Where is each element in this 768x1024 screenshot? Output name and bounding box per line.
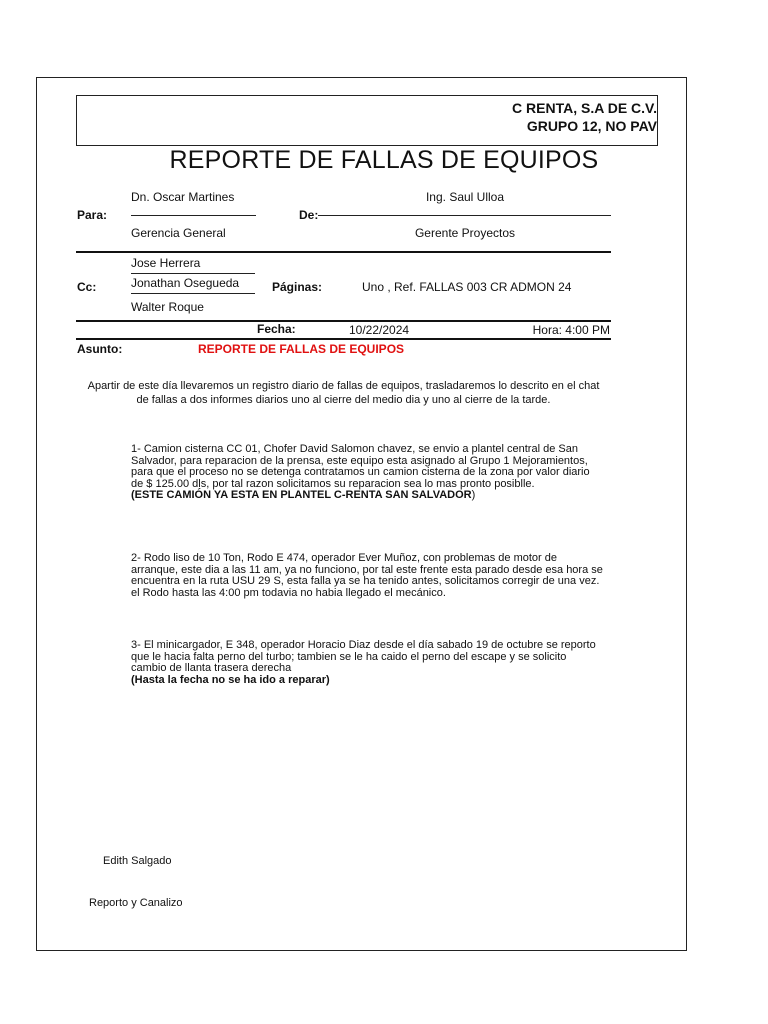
section-divider	[76, 251, 611, 253]
para-label: Para:	[77, 208, 108, 222]
cc-label: Cc:	[77, 280, 97, 294]
de-name: Ing. Saul Ulloa	[425, 190, 505, 204]
item-1-line: Salvador, para reparacion de la prensa, este equipo esta asignado al Grupo 1 Mejoramientos,	[131, 454, 588, 467]
section-divider-3	[76, 338, 611, 340]
de-underline	[318, 215, 611, 216]
hora-value: Hora: 4:00 PM	[532, 323, 610, 337]
item-2-line: 2- Rodo liso de 10 Ton, Rodo E 474, operador Ever Muñoz, con problemas de motor de	[131, 552, 557, 564]
asunto-label: Asunto:	[77, 342, 123, 356]
item-1	[131, 444, 611, 502]
item-1-line: 1- Camion cisterna CC 01, Chofer David Salomon chavez, se envio a plantel central de San	[131, 443, 578, 455]
item-3-line: que le hacia falta perno del turbo; tambien se le ha caido el perno del escape y se solicito	[131, 650, 567, 663]
cc-line-2	[131, 293, 255, 294]
cc-name-3: Walter Roque	[131, 300, 204, 314]
item-3-line: cambio de llanta trasera derecha	[131, 662, 292, 674]
company-name: C RENTA, S.A DE C.V.	[512, 100, 657, 116]
item-1-note	[131, 490, 611, 502]
cc-name-2: Jonathan Osegueda	[131, 276, 240, 290]
item-2-line: arranque, este dia a las 11 am, ya no funciono, por tal este frente esta parado desde esa hora se	[131, 563, 603, 576]
asunto-value: REPORTE DE FALLAS DE EQUIPOS	[198, 342, 405, 356]
item-2	[131, 553, 611, 599]
page-title: REPORTE DE FALLAS DE EQUIPOS	[169, 146, 599, 174]
fecha-value: 10/22/2024	[349, 323, 410, 337]
item-1-line: para que el proceso no se detenga contratamos un camion cisterna de la zona por valor diario	[131, 466, 590, 478]
item-3-note	[131, 675, 611, 687]
intro-line-2: de fallas a dos informes diarios uno al cierre del medio dia y uno al cierre de la tarde.	[136, 394, 551, 406]
de-role: Gerente Proyectos	[414, 226, 516, 240]
signature-role: Reporto y Canalizo	[89, 897, 183, 909]
paginas-value: Uno , Ref. FALLAS 003 CR ADMON 24	[362, 280, 572, 294]
cc-name-1: Jose Herrera	[131, 256, 201, 270]
item-2-line: el Rodo hasta las 4:00 pm todavia no habia llegado el mecánico.	[131, 586, 446, 599]
cc-line-1	[131, 273, 255, 274]
item-3-note-bold: (Hasta la fecha no se ha ido a reparar)	[131, 673, 330, 686]
paginas-label: Páginas:	[272, 280, 323, 294]
item-1-note-tail: )	[471, 489, 476, 501]
de-label: De:	[299, 208, 319, 222]
fecha-label: Fecha:	[257, 322, 296, 336]
item-1-line: de $ 125.00 dls, por tal razon solicitamos su reparacion sea lo mas pronto posiblle.	[131, 477, 535, 490]
item-3	[131, 640, 611, 686]
item-3-line: 3- El minicargador, E 348, operador Horacio Diaz desde el día sabado 19 de octubre se reporto	[131, 639, 596, 651]
para-underline	[131, 215, 256, 216]
intro-line-1: Apartir de este día llevaremos un registro diario de fallas de equipos, trasladaremos lo descrito en el chat	[87, 380, 600, 392]
document-page	[36, 77, 687, 951]
item-2-line: encuentra en la ruta USU 29 S, esta falla ya se ha tenido antes, solicitamos corregir de una vez.	[131, 575, 600, 587]
para-role: Gerencia General	[131, 226, 226, 240]
para-name: Dn. Oscar Martines	[131, 190, 235, 204]
company-group: GRUPO 12, NO PAV	[526, 118, 657, 134]
item-1-note-bold: (ESTE CAMIÓN YA ESTA EN PLANTEL C-RENTA SAN SALVADOR	[131, 489, 472, 501]
signature-name: Edith Salgado	[103, 855, 172, 867]
section-divider-2	[76, 320, 611, 322]
